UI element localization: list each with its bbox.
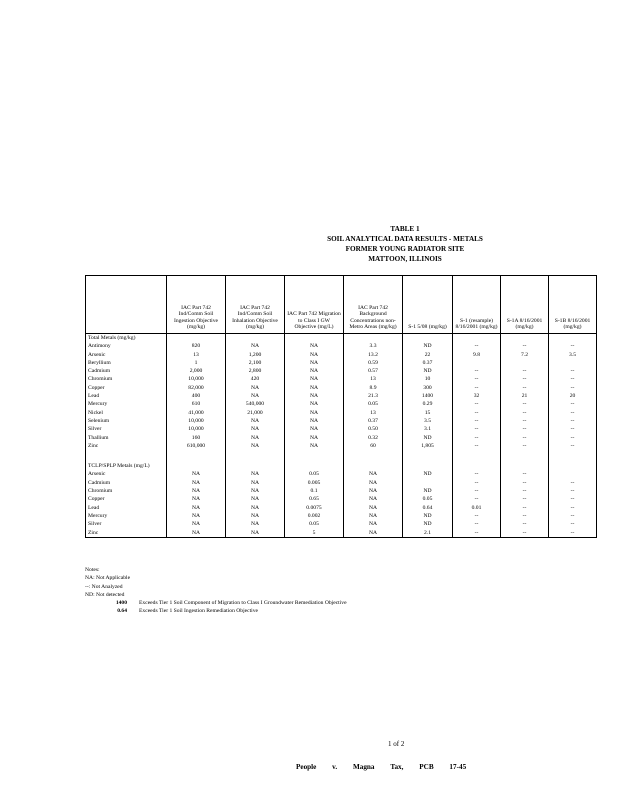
analyte-name: Selenium [86,417,167,425]
table-cell: 7.2 [501,351,549,359]
empty-cell [226,334,285,343]
table-cell: NA [344,520,403,528]
table-cell: -- [549,495,597,503]
table-cell: -- [453,434,501,442]
table-cell: 41,000 [167,409,226,417]
analyte-name: Mercury [86,512,167,520]
table-cell: -- [501,409,549,417]
table-row [86,400,597,408]
table-cell: NA [226,495,285,503]
table-cell: 400 [167,392,226,400]
table-cell: 610 [167,400,226,408]
table-cell: 3.1 [403,425,453,433]
table-cell: NA [167,487,226,495]
table-cell: 10,000 [167,375,226,383]
table-cell: NA [285,342,344,350]
table-cell: 2,000 [167,367,226,375]
table-cell: NA [226,392,285,400]
table-cell: 60 [344,442,403,450]
table-cell: NA [226,529,285,538]
empty-cell [285,334,344,343]
spacer-cell [403,450,453,462]
table-cell: NA [285,400,344,408]
table-cell: NA [285,351,344,359]
table-cell: NA [226,504,285,512]
table-cell: -- [549,342,597,350]
table-cell: -- [549,425,597,433]
table-cell [501,359,549,367]
table-cell: 2.1 [403,529,453,538]
analyte-name: Arsenic [86,470,167,478]
table-cell: -- [453,375,501,383]
table-cell: 15 [403,409,453,417]
table-cell: NA [285,425,344,433]
note-not-detected: ND: Not detected [85,591,125,598]
analyte-name: Lead [86,392,167,400]
table-cell: -- [549,442,597,450]
table-body [86,334,597,538]
note-na: NA: Not Applicable [85,575,131,582]
table-cell: NA [344,479,403,487]
table-cell: NA [226,434,285,442]
table-cell: ND [403,512,453,520]
table-cell: -- [501,470,549,478]
column-header: S-1 5/08 (mg/kg) [403,276,453,334]
table-cell: 3.3 [344,342,403,350]
table-cell: 8.9 [344,384,403,392]
column-header: IAC Part 742 Background Concentrations non-Metro Areas (mg/kg) [344,276,403,334]
table-row [86,367,597,375]
table-cell: 0.37 [344,417,403,425]
table-cell: ND [403,520,453,528]
table-cell: 0.005 [285,479,344,487]
table-cell: -- [501,512,549,520]
section-heading-row [86,334,597,343]
legend-text: Exceeds Tier 1 Soil Ingestion Remediation Objective [139,608,259,615]
table-cell: 0.0075 [285,504,344,512]
empty-cell [344,462,403,470]
table-row [86,342,597,350]
analyte-name: Zinc [86,442,167,450]
table-cell [453,359,501,367]
table-cell: NA [167,495,226,503]
table-cell: -- [501,384,549,392]
empty-cell [549,462,597,470]
table-cell: ND [403,487,453,495]
table-cell: 0.29 [403,400,453,408]
spacer-cell [285,450,344,462]
case-footer [296,763,480,771]
table-cell: NA [226,417,285,425]
note-not-analyzed: --: Not Analyzed [85,583,123,590]
table-cell: -- [453,495,501,503]
table-cell: -- [453,367,501,375]
table-cell: 10,000 [167,425,226,433]
table-cell: -- [501,495,549,503]
table-cell: -- [501,417,549,425]
table-cell: -- [453,512,501,520]
table-row [86,487,597,495]
empty-cell [549,334,597,343]
table-cell [549,359,597,367]
table-cell: 3.5 [549,351,597,359]
table-cell: 540,000 [226,400,285,408]
footer-word: 17-45 [449,763,467,771]
table-title: SOIL ANALYTICAL DATA RESULTS - METALS [327,235,483,243]
table-cell: 21.3 [344,392,403,400]
table-cell: NA [285,442,344,450]
table-cell: 2,100 [226,359,285,367]
analyte-name: Arsenic [86,351,167,359]
table-cell: -- [453,342,501,350]
table-cell: NA [226,479,285,487]
table-cell: NA [226,342,285,350]
table-cell: -- [549,367,597,375]
table-cell: ND [403,434,453,442]
table-row [86,529,597,538]
table-cell: 0.01 [453,504,501,512]
table-cell: ND [403,367,453,375]
table-row [86,520,597,528]
analyte-name: Cadmium [86,479,167,487]
column-header [86,276,167,334]
analyte-name: Silver [86,520,167,528]
table-cell: 0.50 [344,425,403,433]
notes-heading: Notes: [85,567,100,573]
table-cell: -- [501,342,549,350]
table-cell: 2,800 [226,367,285,375]
table-cell: -- [549,417,597,425]
spacer-cell [453,450,501,462]
column-header: S-1A 8/16/2001 (mg/kg) [501,276,549,334]
analyte-name: Silver [86,425,167,433]
table-cell: NA [285,392,344,400]
analyte-name: Beryllium [86,359,167,367]
table-cell: 0.05 [403,495,453,503]
table-cell: -- [501,367,549,375]
column-header: IAC Part 742 Ind/Comm Soil Ingestion Objective (mg/kg) [167,276,226,334]
notes [85,566,347,616]
table-cell: 13 [344,375,403,383]
table-row [86,504,597,512]
table-cell: -- [453,529,501,538]
footer-word: Magna [352,763,375,771]
table-cell: 10,000 [167,417,226,425]
empty-cell [501,334,549,343]
table-row [86,384,597,392]
table-cell: NA [344,495,403,503]
empty-cell [167,462,226,470]
header-row [86,276,597,334]
table-cell: 13.2 [344,351,403,359]
table-cell: 1 [167,359,226,367]
section-heading-row [86,462,597,470]
spacer-cell [501,450,549,462]
table-cell: 82,000 [167,384,226,392]
table-cell: 820 [167,342,226,350]
analyte-name: Copper [86,384,167,392]
footer-word: People [296,763,317,771]
table-cell: -- [549,520,597,528]
table-cell: -- [453,417,501,425]
table-cell: NA [344,529,403,538]
table-cell: -- [501,487,549,495]
table-cell: 0.32 [344,434,403,442]
table-cell: NA [285,367,344,375]
empty-cell [501,462,549,470]
table-cell: 0.65 [285,495,344,503]
empty-cell [403,334,453,343]
table-row [86,392,597,400]
footer-word: PCB [419,763,434,771]
legend-row [85,607,347,615]
table-cell: 610,000 [167,442,226,450]
table-cell: 0.1 [285,487,344,495]
table-cell: NA [167,529,226,538]
analyte-name: Chromium [86,375,167,383]
table-cell: -- [549,479,597,487]
column-header: IAC Part 742 Ind/Comm Soil Inhalation Objective (mg/kg) [226,276,285,334]
table-cell: NA [285,417,344,425]
section-heading: Total Metals (mg/kg) [86,334,167,343]
table-cell: 21 [501,392,549,400]
analyte-name: Copper [86,495,167,503]
analyte-name: Nickel [86,409,167,417]
table-cell: -- [549,400,597,408]
legend-symbol: 0.64 [117,608,127,615]
table-row [86,470,597,478]
results-table [85,275,597,538]
table-cell [403,479,453,487]
analyte-name: Mercury [86,400,167,408]
table-cell: -- [549,512,597,520]
table-row [86,512,597,520]
table-cell: NA [285,375,344,383]
table-cell: -- [453,479,501,487]
table-row [86,479,597,487]
table-cell: 1400 [403,392,453,400]
table-cell: -- [549,384,597,392]
table-cell: -- [453,384,501,392]
table-cell: 0.37 [403,359,453,367]
table-cell: NA [226,520,285,528]
table-cell: NA [285,434,344,442]
column-header: S-1 (resample) 8/16/2001 (mg/kg) [453,276,501,334]
table-row [86,425,597,433]
table-cell: 160 [167,434,226,442]
table-cell: NA [285,359,344,367]
table-cell: NA [226,442,285,450]
table-cell: NA [226,384,285,392]
table-cell: 13 [344,409,403,417]
table-cell: NA [167,512,226,520]
table-cell: NA [226,487,285,495]
analyte-name: Chromium [86,487,167,495]
table-cell: 21,000 [226,409,285,417]
table-cell: NA [226,470,285,478]
table-cell: ND [403,342,453,350]
table-cell: -- [501,520,549,528]
table-cell: -- [501,479,549,487]
table-cell: NA [344,487,403,495]
table-cell: -- [501,504,549,512]
analyte-name: Antimony [86,342,167,350]
table-cell: NA [226,512,285,520]
table-cell: NA [226,425,285,433]
table-cell: -- [549,434,597,442]
table-row [86,434,597,442]
table-row [86,351,597,359]
table-cell: -- [549,487,597,495]
table-cell: -- [453,470,501,478]
table-cell: 1,200 [226,351,285,359]
table-cell: -- [453,400,501,408]
table-cell: -- [453,409,501,417]
table-cell: -- [453,425,501,433]
table-cell: NA [167,470,226,478]
table-cell: -- [501,442,549,450]
legend-text: Exceeds Tier 1 Soil Component of Migration to Class I Groundwater Remediation Objective [139,600,347,607]
spacer-cell [344,450,403,462]
table-cell: -- [549,529,597,538]
legend-symbol: 1400 [115,600,127,607]
table-title-block [290,224,520,264]
table-cell: 22 [403,351,453,359]
table-cell: 1,805 [403,442,453,450]
table-cell: NA [167,479,226,487]
table-cell: -- [453,487,501,495]
table-cell: -- [501,375,549,383]
table-row [86,495,597,503]
table-cell: 0.64 [403,504,453,512]
table-cell: NA [344,470,403,478]
site-location: MATTOON, ILLINOIS [368,255,442,263]
analyte-name: Lead [86,504,167,512]
table-cell: -- [549,409,597,417]
empty-cell [403,462,453,470]
footer-word: v. [332,763,338,771]
spacer-row [86,450,597,462]
table-cell: 300 [403,384,453,392]
table-cell: NA [167,520,226,528]
table-cell: 9.8 [453,351,501,359]
table-cell [549,470,597,478]
spacer-cell [226,450,285,462]
table-cell: NA [344,512,403,520]
table-cell: 3.5 [403,417,453,425]
analyte-name: Cadmium [86,367,167,375]
empty-cell [226,462,285,470]
table-cell: 0.05 [285,470,344,478]
table-cell: -- [501,529,549,538]
table-cell: NA [285,384,344,392]
empty-cell [453,334,501,343]
analyte-name: Thallium [86,434,167,442]
empty-cell [453,462,501,470]
section-heading: TCLP/SPLP Metals (mg/L) [86,462,167,470]
spacer-cell [549,450,597,462]
table-cell: -- [501,434,549,442]
table-row [86,442,597,450]
empty-cell [285,462,344,470]
table-cell: NA [285,409,344,417]
table-cell: -- [501,425,549,433]
spacer-cell [167,450,226,462]
table-number: TABLE 1 [390,225,420,233]
table-cell: 0.002 [285,512,344,520]
column-header: S-1B 8/16/2001 (mg/kg) [549,276,597,334]
table-cell: NA [167,504,226,512]
table-cell: 0.05 [285,520,344,528]
table-cell: -- [549,504,597,512]
table-cell: 32 [453,392,501,400]
footer-word: Tax, [390,763,404,771]
legend-row [85,599,347,607]
table-cell: -- [453,520,501,528]
table-cell: NA [344,504,403,512]
table-cell: 0.59 [344,359,403,367]
table-cell: 13 [167,351,226,359]
table-row [86,359,597,367]
table-row [86,409,597,417]
table-cell: 0.05 [344,400,403,408]
spacer-cell [86,450,167,462]
table-cell: 420 [226,375,285,383]
site-name: FORMER YOUNG RADIATOR SITE [345,245,465,253]
table-cell: 20 [549,392,597,400]
table-cell: 0.57 [344,367,403,375]
column-header: IAC Part 742 Migration to Class I GW Objective (mg/L) [285,276,344,334]
table-cell: -- [549,375,597,383]
empty-cell [344,334,403,343]
table-cell: 10 [403,375,453,383]
table-cell: -- [453,442,501,450]
table-cell: ND [403,470,453,478]
empty-cell [167,334,226,343]
table-row [86,417,597,425]
table-cell: 5 [285,529,344,538]
analyte-name: Zinc [86,529,167,538]
page-number: 1 of 2 [388,740,405,748]
table-row [86,375,597,383]
table-cell: -- [501,400,549,408]
